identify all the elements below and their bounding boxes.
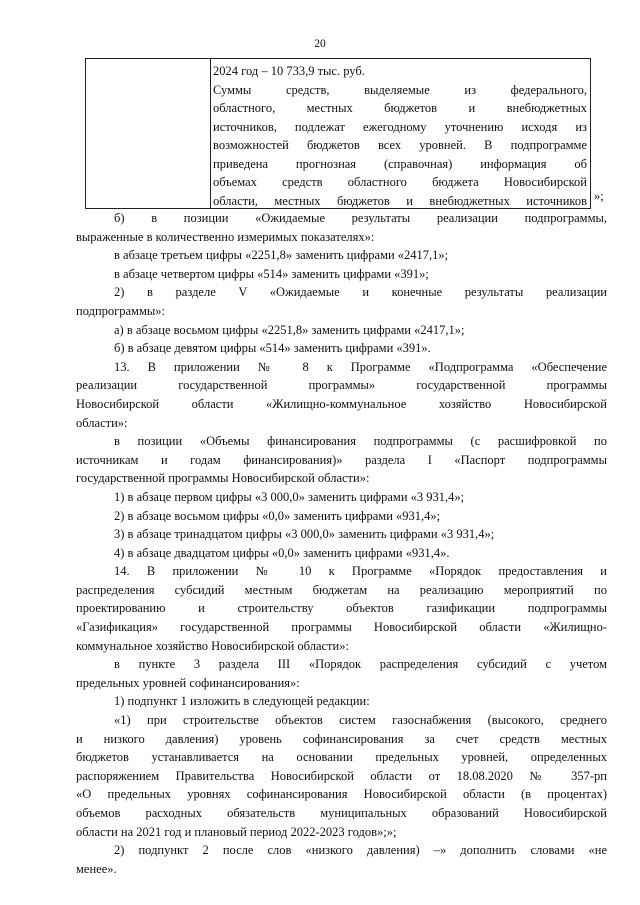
paragraph-line: 2) подпункт 2 после слов «низкого давления) –» дополнить словами «не <box>114 843 607 858</box>
paragraph-line: в пункте 3 раздела III «Порядок распределения субсидий с учетом <box>114 657 607 672</box>
paragraph-line: 4) в абзаце двадцатом цифры «0,0» заменить цифрами «931,4». <box>114 545 450 560</box>
paragraph-line: 1) в абзаце первом цифры «3 000,0» заменить цифрами «3 931,4»; <box>114 489 465 504</box>
paragraph-line: б) в позиции «Ожидаемые результаты реализации подпрограммы, <box>114 211 607 225</box>
page-number: 20 <box>314 38 326 50</box>
paragraph-line: выраженные в количественно измеримых показателях»: <box>76 229 375 244</box>
paragraph-line: «1) при строительстве объектов систем газоснабжения (высокого, среднего <box>114 713 607 728</box>
paragraph-line: источникам и годам финансирования)» раздела I «Паспорт подпрограммы <box>76 452 607 467</box>
paragraph-line: 14. В приложении № 10 к Программе «Порядок предоставления и <box>114 564 607 579</box>
paragraph-line: бюджетов устанавливается на основании предельных уровней, определенных <box>76 750 607 765</box>
paragraph-line: «Газификация» государственной программы Новосибирской области «Жилищно- <box>76 620 607 635</box>
paragraph-line: подпрограммы»: <box>76 303 165 318</box>
paragraph-line: 2) в разделе V «Ожидаемые и конечные результаты реализации <box>114 285 607 300</box>
financing-table <box>85 58 591 209</box>
paragraph-line: и низкого давления) уровень софинансирования за счет средств местных <box>76 731 607 746</box>
table-line: области, местных бюджетов и внебюджетных источников <box>213 193 587 208</box>
table-line: 2024 год – 10 733,9 тыс. руб. <box>213 64 365 78</box>
paragraph-line: области на 2021 год и плановый период 2022-2023 годов»;»; <box>76 824 397 839</box>
document-body <box>76 209 607 878</box>
paragraph-line: менее». <box>76 861 117 876</box>
paragraph-line: области»: <box>76 415 128 430</box>
table-closing-quote: »; <box>594 189 604 203</box>
paragraph-line: 2) в абзаце восьмом цифры «0,0» заменить цифрами «931,4»; <box>114 508 441 523</box>
paragraph-line: «О предельных уровнях софинансирования Новосибирской области (в процентах) <box>76 787 607 802</box>
table-line: возможностей бюджетов всех уровней. В подпрограмме <box>213 138 587 152</box>
paragraph-line: предельных уровней софинансирования»: <box>76 675 300 690</box>
paragraph-line: 1) подпункт 1 изложить в следующей редакции: <box>114 694 370 709</box>
table-line: приведена прогнозная (справочная) информация об <box>213 156 587 171</box>
paragraph-line: в позиции «Объемы финансирования подпрограммы (с расшифровкой по <box>114 434 607 449</box>
paragraph-line: Новосибирской области «Жилищно-коммунальное хозяйство Новосибирской <box>76 396 607 411</box>
table-line: источников, подлежат ежегодному уточнению исходя из <box>213 119 587 134</box>
table-cell-label <box>86 59 211 208</box>
paragraph-line: государственной программы Новосибирской области»: <box>76 471 370 486</box>
paragraph-line: а) в абзаце восьмом цифры «2251,8» заменить цифрами «2417,1»; <box>114 322 465 337</box>
paragraph-line: б) в абзаце девятом цифры «514» заменить цифрами «391». <box>114 341 431 356</box>
table-cell-content <box>213 62 587 210</box>
paragraph-line: объемов расходных обязательств муниципальных образований Новосибирской <box>76 806 607 820</box>
paragraph-line: в абзаце третьем цифры «2251,8» заменить цифрами «2417,1»; <box>114 248 449 263</box>
paragraph-line: реализации государственной программы» государственной программы <box>76 378 607 393</box>
table-line: объемах средств областного бюджета Новосибирской <box>213 175 587 189</box>
table-line: областного, местных бюджетов и внебюджетных <box>213 101 587 115</box>
paragraph-line: коммунальное хозяйство Новосибирской области»: <box>76 638 349 653</box>
paragraph-line: распоряжением Правительства Новосибирской области от 18.08.2020 № 357-рп <box>76 768 607 783</box>
paragraph-line: в абзаце четвертом цифры «514» заменить цифрами «391»; <box>114 266 429 281</box>
paragraph-line: 13. В приложении № 8 к Программе «Подпрограмма «Обеспечение <box>114 359 607 374</box>
paragraph-line: 3) в абзаце тринадцатом цифры «3 000,0» заменить цифрами «3 931,4»; <box>114 527 495 542</box>
paragraph-line: проектированию и строительству объектов газификации подпрограммы <box>76 601 607 616</box>
table-line: Суммы средств, выделяемые из федерального, <box>213 82 587 97</box>
paragraph-line: распределения субсидий местным бюджетам на реализацию мероприятий по <box>76 582 607 597</box>
